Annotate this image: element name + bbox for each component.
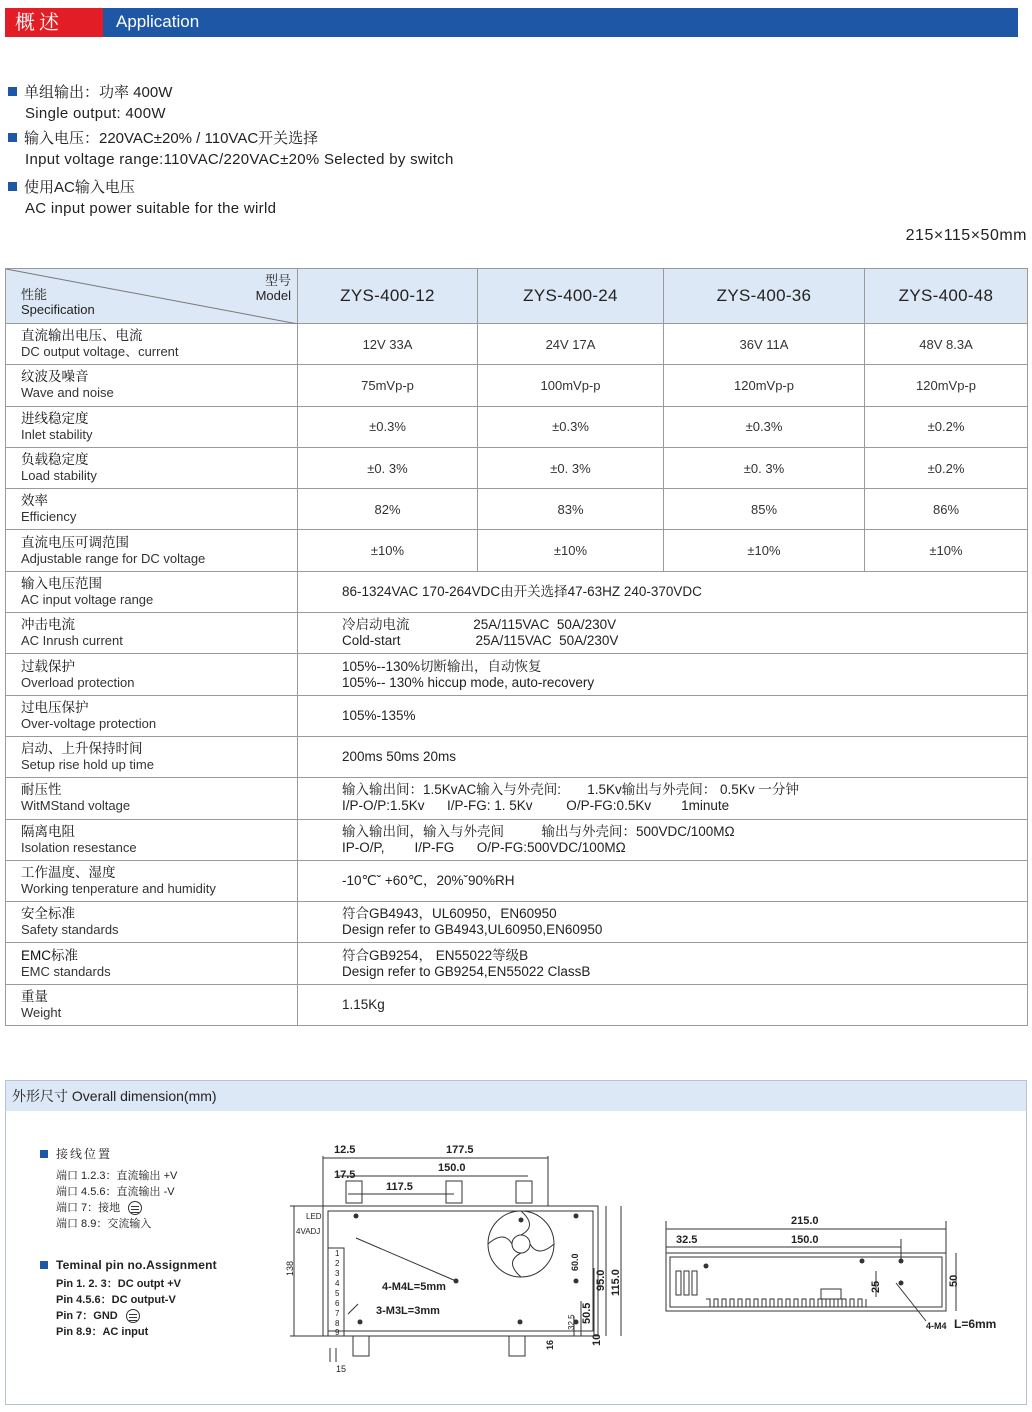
table-row (6, 860, 1028, 901)
terminal-number: 9 (335, 1328, 340, 1337)
table-row (6, 324, 1028, 365)
dim-label: 12.5 (334, 1144, 356, 1156)
row-label: 进线稳定度 Inlet stability (6, 406, 298, 447)
table-cell: ±10% (478, 530, 664, 571)
table-cell: ±0. 3% (478, 447, 664, 488)
dim-label: 150.0 (438, 1162, 466, 1174)
pin-row: 端口 1.2.3：直流输出 +V (56, 1170, 178, 1182)
table-row (6, 902, 1028, 943)
table-cell: 85% (664, 489, 865, 530)
dim-label: 3-M3L=3mm (376, 1305, 440, 1317)
table-cell-wide: 105%--130%切断输出，自动恢复 105%-- 130% hiccup mode, auto-recovery (298, 654, 1028, 695)
table-row (6, 695, 1028, 736)
pin-assignment-en (40, 1258, 217, 1340)
feature-en: Single output: 400W (25, 105, 166, 122)
feature-cn: 使用AC输入电压 (24, 179, 135, 196)
ground-icon (128, 1201, 142, 1215)
dimension-section (5, 1080, 1027, 1405)
dim-label: 10 (591, 1333, 603, 1346)
dim-label: 60.0 (570, 1253, 580, 1271)
table-cell: ±10% (298, 530, 478, 571)
pin-row: 端口 7：接地 (40, 1200, 177, 1216)
dim-label: 4-M4L=5mm (382, 1281, 446, 1293)
dim-label: 215.0 (791, 1215, 819, 1227)
dim-label: 25 (870, 1280, 882, 1293)
dim-label: 138 (285, 1260, 295, 1276)
header-en: Application (116, 12, 200, 31)
table-row (6, 613, 1028, 654)
dim-label: L=6mm (954, 1317, 997, 1331)
dim-label: 50.5 (581, 1302, 593, 1324)
terminal-number: 4 (335, 1279, 340, 1288)
table-cell-wide: 200ms 50ms 20ms (298, 736, 1028, 777)
table-cell-wide: 输入输出间：1.5KvAC输入与外壳间: 1.5Kv输出与外壳间： 0.5Kv 一分钟 I/P-O/P:1.5Kv I/P-FG: 1. 5Kv O/P-FG:0.5Kv 1minute (298, 778, 1028, 819)
model-header: ZYS-400-24 (478, 269, 664, 324)
dimension-title: 外形尺寸 Overall dimension(mm) (6, 1081, 1026, 1111)
row-label: 输入电压范围 AC input voltage range (6, 571, 298, 612)
row-label: 隔离电阻 Isolation resestance (6, 819, 298, 860)
dim-label: 17.5 (334, 1169, 356, 1181)
dim-label: 15 (336, 1364, 347, 1374)
dim-label: 4VADJ (296, 1227, 321, 1236)
table-row (6, 406, 1028, 447)
dim-label: 150.0 (791, 1234, 819, 1246)
model-header: ZYS-400-48 (865, 269, 1028, 324)
section-header-application (5, 8, 1018, 37)
row-label: 过载保护 Overload protection (6, 654, 298, 695)
table-cell: 48V 8.3A (865, 324, 1028, 365)
model-header: ZYS-400-36 (664, 269, 865, 324)
feature-en: Input voltage range:110VAC/220VAC±20% Selected by switch (25, 151, 454, 168)
table-cell: ±0.3% (298, 406, 478, 447)
row-label: 过电压保护 Over-voltage protection (6, 695, 298, 736)
table-cell: ±0. 3% (298, 447, 478, 488)
table-cell-wide: -10℃ˇ +60℃，20%ˇ90%RH (298, 860, 1028, 901)
overall-size: 215×115×50mm (905, 227, 1027, 244)
pin-row: Pin 4.5.6：DC output-V (56, 1294, 176, 1306)
row-label: 效率 Efficiency (6, 489, 298, 530)
dim-label: LED (306, 1212, 322, 1221)
dim-label: 177.5 (446, 1144, 474, 1156)
row-label: 安全标准 Safety standards (6, 902, 298, 943)
table-cell: ±0.2% (865, 406, 1028, 447)
table-cell: 82% (298, 489, 478, 530)
terminal-number: 3 (335, 1269, 340, 1278)
row-label: 直流电压可调范围 Adjustable range for DC voltage (6, 530, 298, 571)
terminal-number: 1 (335, 1249, 340, 1258)
row-label: 耐压性 WitMStand voltage (6, 778, 298, 819)
row-label: 重量 Weight (6, 984, 298, 1025)
square-bullet-icon (40, 1261, 48, 1269)
feature-2 (8, 127, 454, 168)
table-cell-wide: 符合GB4943，UL60950，EN60950 Design refer to GB4943,UL60950,EN60950 (298, 902, 1028, 943)
table-cell: ±0.2% (865, 447, 1028, 488)
table-row (6, 571, 1028, 612)
dim-label: 32.5 (676, 1234, 698, 1246)
table-cell: 83% (478, 489, 664, 530)
table-cell: ±0.3% (478, 406, 664, 447)
dim-label: 95.0 (595, 1269, 607, 1291)
table-row (6, 489, 1028, 530)
pins-en-title: Teminal pin no.Assignment (40, 1258, 217, 1272)
feature-3 (8, 176, 276, 217)
row-label: 启动、上升保持时间 Setup rise hold up time (6, 736, 298, 777)
square-bullet-icon (8, 182, 17, 191)
table-cell: 24V 17A (478, 324, 664, 365)
terminal-number: 5 (335, 1289, 340, 1298)
feature-en: AC input power suitable for the wirld (25, 200, 277, 217)
dim-label: 117.5 (386, 1181, 413, 1193)
dim-label: 16 (545, 1339, 555, 1350)
pin-row: Pin 7：GND (40, 1308, 217, 1324)
dim-label: 50 (948, 1274, 960, 1287)
pin-row: 端口 4.5.6：直流输出 -V (56, 1186, 175, 1198)
table-header-row (6, 269, 1028, 324)
feature-1 (8, 81, 172, 122)
terminal-number: 2 (335, 1259, 340, 1268)
pins-cn-title: 接线位置 (40, 1145, 177, 1162)
feature-cn: 输入电压：220VAC±20% / 110VAC开关选择 (24, 130, 319, 147)
pin-row: Pin 1. 2. 3：DC outpt +V (56, 1278, 181, 1290)
feature-cn: 单组输出：功率 400W (24, 84, 173, 101)
table-row (6, 736, 1028, 777)
side-view-drawing (646, 1201, 1016, 1351)
row-label: 直流输出电压、电流 DC output voltage、current (6, 324, 298, 365)
dim-label: 32.5 (567, 1314, 576, 1330)
corner-model: 型号 Model (255, 273, 291, 303)
table-row (6, 984, 1028, 1025)
model-header: ZYS-400-12 (298, 269, 478, 324)
pin-assignment-cn (40, 1145, 177, 1232)
table-row (6, 530, 1028, 571)
table-cell: 36V 11A (664, 324, 865, 365)
row-label: 纹波及噪音 Wave and noise (6, 365, 298, 406)
terminal-number: 6 (335, 1299, 340, 1308)
table-row (6, 778, 1028, 819)
pin-row: Pin 8.9：AC input (56, 1326, 149, 1338)
table-cell-wide: 输入输出间，输入与外壳间 输出与外壳间：500VDC/100MΩ IP-O/P, I/P-FG O/P-FG:500VDC/100MΩ (298, 819, 1028, 860)
table-cell: ±10% (865, 530, 1028, 571)
table-row (6, 447, 1028, 488)
ground-icon (126, 1309, 140, 1323)
table-cell: 12V 33A (298, 324, 478, 365)
row-label: EMC标准 EMC standards (6, 943, 298, 984)
corner-cell (6, 269, 298, 324)
terminal-number: 8 (335, 1319, 340, 1328)
table-row (6, 654, 1028, 695)
spec-table (5, 268, 1028, 1026)
front-view-drawing (276, 1136, 646, 1406)
table-cell: ±0. 3% (664, 447, 865, 488)
table-cell: ±10% (664, 530, 865, 571)
table-cell: 86% (865, 489, 1028, 530)
square-bullet-icon (40, 1150, 48, 1158)
table-cell-wide: 86-1324VAC 170-264VDC由开关选择47-63HZ 240-370VDC (298, 571, 1028, 612)
table-row (6, 365, 1028, 406)
terminal-number: 7 (335, 1309, 340, 1318)
square-bullet-icon (8, 133, 17, 142)
row-label: 工作温度、湿度 Working tenperature and humidity (6, 860, 298, 901)
table-cell: 100mVp-p (478, 365, 664, 406)
table-cell: 120mVp-p (664, 365, 865, 406)
header-cn: 概述 (5, 8, 103, 37)
corner-spec: 性能 Specification (21, 287, 95, 317)
table-cell-wide: 符合GB9254， EN55022等级B Design refer to GB9254,EN55022 ClassB (298, 943, 1028, 984)
row-label: 冲击电流 AC Inrush current (6, 613, 298, 654)
dim-label: 115.0 (610, 1269, 622, 1296)
table-cell-wide: 冷启动电流 25A/115VAC 50A/230V Cold-start 25A/115VAC 50A/230V (298, 613, 1028, 654)
table-cell: 120mVp-p (865, 365, 1028, 406)
table-cell: 75mVp-p (298, 365, 478, 406)
square-bullet-icon (8, 87, 17, 96)
table-row (6, 943, 1028, 984)
pin-row: 端口 8.9：交流输入 (56, 1218, 152, 1230)
table-cell: ±0.3% (664, 406, 865, 447)
table-cell-wide: 105%-135% (298, 695, 1028, 736)
table-row (6, 819, 1028, 860)
dim-label: 4-M4 (926, 1321, 947, 1331)
table-cell-wide: 1.15Kg (298, 984, 1028, 1025)
row-label: 负载稳定度 Load stability (6, 447, 298, 488)
